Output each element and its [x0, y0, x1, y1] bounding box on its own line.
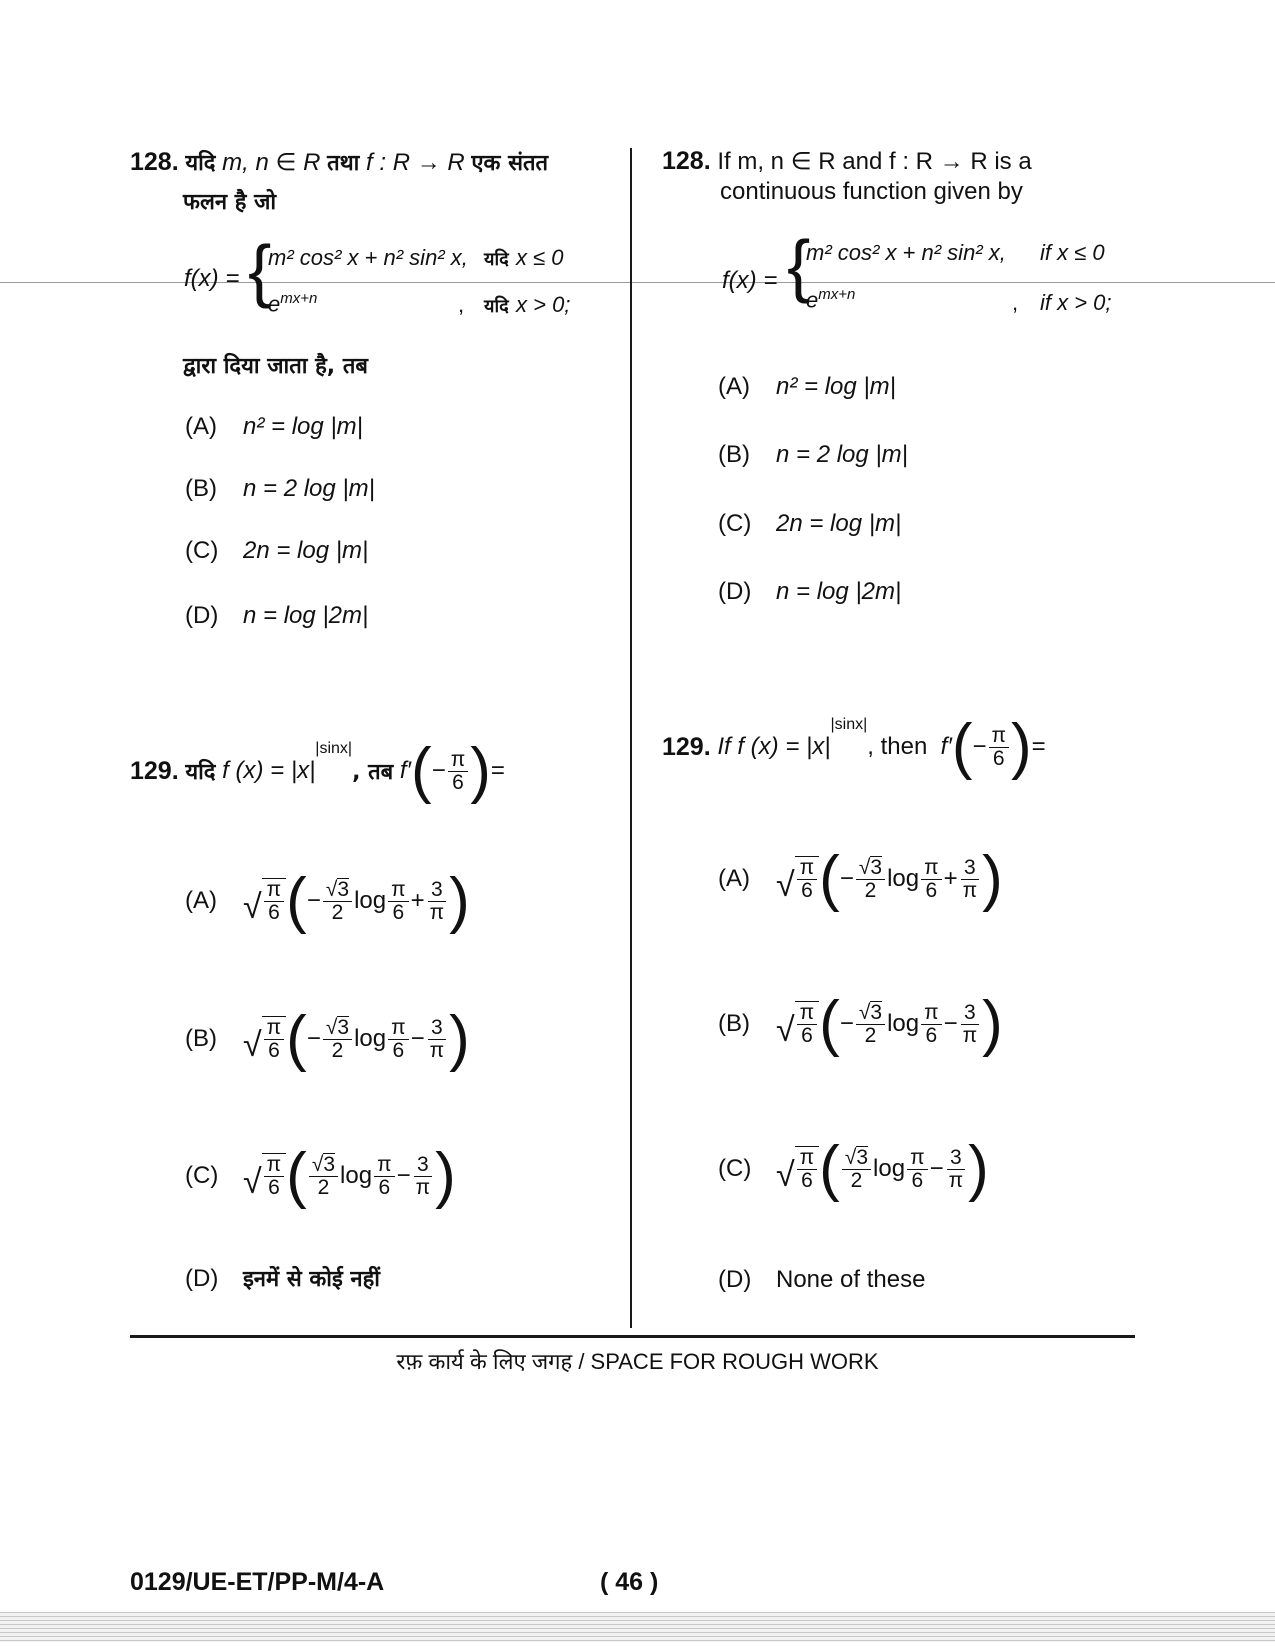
left-brace: { [248, 231, 272, 309]
question-129-hindi: 129. यदि f (x) = |x| $^{|sinx|}$ , तब f′ ( − $\frac{\pi}{6}$ ) = [130, 736, 505, 805]
left-brace: { [787, 226, 811, 304]
option-a[interactable]: (A) √ $\frac{\pi}{6}$ ( − $\frac{√3}{2}$ log $\frac{\pi}{6}$ + $\frac{3}{\pi}$ ) [718, 844, 1003, 913]
math-inline: f : R → R [366, 149, 465, 176]
question-128-hindi [130, 146, 548, 180]
option-c[interactable]: (C) √ $\frac{\pi}{6}$ ( $\frac{√3}{2}$ log $\frac{\pi}{6}$ − $\frac{3}{\pi}$ ) [718, 1134, 989, 1203]
condition-1: if x ≤ 0 [1040, 240, 1105, 265]
option-c[interactable]: (C) 2n = log |m| [185, 537, 369, 564]
hindi-word: एक संतत [471, 151, 549, 176]
option-d[interactable]: (D) n = log |2m| [185, 602, 369, 629]
option-a[interactable]: (A) √ $\frac{\pi}{6}$ ( − $\frac{√3}{2}$ log $\frac{\pi}{6}$ + $\frac{3}{\pi}$ ) [185, 866, 470, 935]
hindi-word: तथा [327, 151, 360, 176]
piece-2-comma: , [1012, 290, 1019, 315]
hindi-word: यदि [185, 151, 216, 176]
math-inline: m, n ∈ R [222, 149, 321, 176]
scan-bottom-border [0, 1612, 1275, 1642]
condition-word: यदि [484, 296, 509, 317]
question-128-continuation: द्वारा दिया जाता है, तब [183, 354, 368, 379]
condition-2: if x > 0; [1040, 290, 1112, 315]
option-a[interactable]: (A) n² = log |m| [185, 413, 363, 440]
column-divider [630, 148, 632, 1328]
question-number: 128. [130, 148, 179, 176]
condition-1: x ≤ 0 [516, 245, 564, 270]
option-c[interactable]: (C) 2n = log |m| [718, 510, 902, 537]
option-b[interactable]: (B) √ $\frac{\pi}{6}$ ( − $\frac{√3}{2}$ log $\frac{\pi}{6}$ − $\frac{3}{\pi}$ ) [185, 1004, 470, 1073]
question-128-english-line2: continuous function given by [720, 178, 1023, 205]
option-b[interactable]: (B) √ $\frac{\pi}{6}$ ( − $\frac{√3}{2}$ log $\frac{\pi}{6}$ − $\frac{3}{\pi}$ ) [718, 989, 1003, 1058]
rough-work-label: रफ़ कार्य के लिए जगह / SPACE FOR ROUGH WORK [396, 1349, 879, 1374]
question-128-hindi-line2: फलन है जो [183, 190, 277, 215]
fx-label: f(x) = [722, 267, 778, 294]
question-128-english: 128. If m, n ∈ R and f : R → R is a [662, 147, 1032, 175]
condition-2: x > 0; [516, 292, 571, 317]
page-number: ( 46 ) [600, 1568, 659, 1596]
piece-1: m² cos² x + n² sin² x, [806, 240, 1006, 265]
piece-2: $e^{mx+n}$ [268, 290, 318, 317]
option-b[interactable]: (B) n = 2 log |m| [718, 441, 908, 468]
question-129-english: 129. If f (x) = |x| $^{|sinx|}$ , then f′ ( − $\frac{\pi}{6}$ ) = [662, 712, 1046, 781]
option-c[interactable]: (C) √ $\frac{\pi}{6}$ ( $\frac{√3}{2}$ log $\frac{\pi}{6}$ − $\frac{3}{\pi}$ ) [185, 1141, 456, 1210]
piece-2: $e^{mx+n}$ [806, 286, 856, 313]
fx-label: f(x) = [184, 265, 240, 292]
option-d[interactable]: (D) इनमें से कोई नहीं [185, 1265, 381, 1292]
option-d[interactable]: (D) None of these [718, 1266, 926, 1293]
option-d[interactable]: (D) n = log |2m| [718, 578, 902, 605]
piece-2-comma: , [458, 292, 465, 317]
rough-work-divider [130, 1335, 1135, 1338]
option-a[interactable]: (A) n² = log |m| [718, 373, 896, 400]
condition-word: यदि [484, 249, 509, 270]
option-b[interactable]: (B) n = 2 log |m| [185, 475, 375, 502]
piece-1: m² cos² x + n² sin² x, [268, 245, 468, 270]
paper-code: 0129/UE-ET/PP-M/4-A [130, 1568, 385, 1596]
